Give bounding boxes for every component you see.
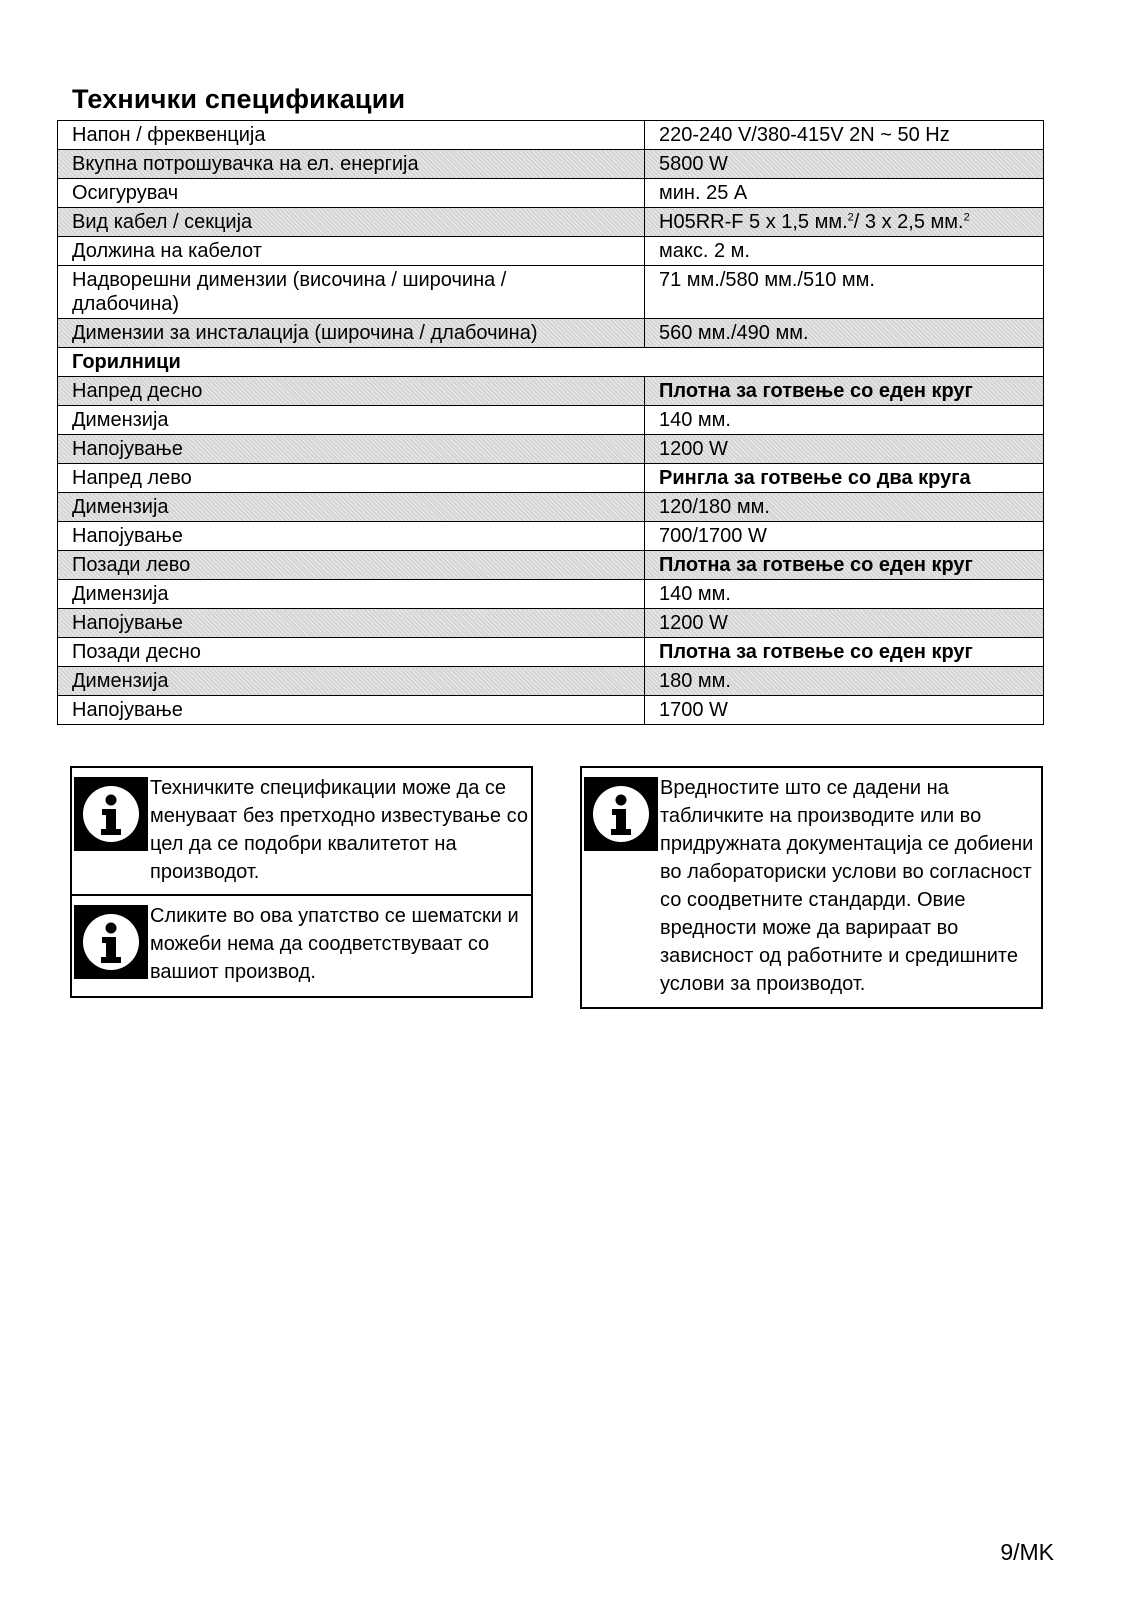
note-line: вашиот производ.	[150, 961, 316, 983]
note-divider	[72, 894, 531, 896]
table-row	[58, 522, 1044, 551]
burner-value: Рингла за готвење со два круга	[645, 464, 1044, 493]
note-line: придружната документација се добиени	[660, 833, 1034, 855]
note-line: менуваат без претходно известување со	[150, 805, 528, 827]
table-row	[58, 551, 1044, 580]
page-number: 9/MK	[1000, 1539, 1054, 1565]
note-line: можеби нема да соодветствуваат со	[150, 933, 490, 955]
note-line: услови за производот.	[660, 973, 866, 995]
note-text	[660, 774, 1040, 998]
table-row	[58, 609, 1044, 638]
cable-spec-part2: / 3 x 2,5 мм.	[853, 211, 964, 233]
burner-label: Напојување	[58, 696, 645, 725]
spec-value: 220-240 V/380-415V 2N ~ 50 Hz	[645, 121, 1044, 150]
burner-value: 1200 W	[645, 435, 1044, 464]
spec-label: Должина на кабелот	[58, 237, 645, 266]
table-row	[58, 667, 1044, 696]
spec-label: Осигурувач	[58, 179, 645, 208]
burner-value: 700/1700 W	[645, 522, 1044, 551]
burner-value: 120/180 мм.	[645, 493, 1044, 522]
info-icon	[74, 905, 148, 979]
note-line: Вредностите што се дадени на	[660, 777, 949, 799]
spec-value: макс. 2 м.	[645, 237, 1044, 266]
burner-label: Напојување	[58, 522, 645, 551]
table-row	[58, 580, 1044, 609]
table-row	[58, 121, 1044, 150]
spec-label: Димензии за инсталација (широчина / длабочина)	[58, 319, 645, 348]
superscript: 2	[963, 211, 970, 224]
spec-value: 560 мм./490 мм.	[645, 319, 1044, 348]
burner-label: Димензија	[58, 580, 645, 609]
table-row	[58, 319, 1044, 348]
burner-value: 140 мм.	[645, 406, 1044, 435]
burner-value: 180 мм.	[645, 667, 1044, 696]
table-row	[58, 150, 1044, 179]
burner-label: Позади лево	[58, 551, 645, 580]
burner-value: 1200 W	[645, 609, 1044, 638]
info-icon	[74, 777, 148, 851]
table-row	[58, 237, 1044, 266]
burner-value: Плотна за готвење со еден круг	[645, 551, 1044, 580]
note-line: Сликите во ова упатство се шематски и	[150, 905, 519, 927]
spec-label: Вид кабел / секција	[58, 208, 645, 237]
note-line: вредности може да варираат во	[660, 917, 959, 939]
note-line: зависност од работните и средишните	[660, 945, 1018, 967]
burners-heading: Горилници	[58, 348, 1044, 377]
table-row	[58, 696, 1044, 725]
burner-label: Напред лево	[58, 464, 645, 493]
spec-label: Напон / фреквенција	[58, 121, 645, 150]
info-note-box	[70, 766, 533, 998]
burner-label: Димензија	[58, 667, 645, 696]
note-text	[150, 902, 530, 986]
spec-value: 5800 W	[645, 150, 1044, 179]
info-icon	[584, 777, 658, 851]
note-line: табличките на производите или во	[660, 805, 982, 827]
cable-spec-part1: H05RR-F 5 x 1,5 мм.	[659, 211, 848, 233]
superscript: 2	[847, 211, 854, 224]
burner-value: 1700 W	[645, 696, 1044, 725]
table-row	[58, 179, 1044, 208]
table-row	[58, 464, 1044, 493]
table-row	[58, 208, 1044, 237]
table-row	[58, 638, 1044, 667]
table-row	[58, 493, 1044, 522]
page-title: Технички спецификации	[72, 84, 406, 114]
spec-value: 71 мм./580 мм./510 мм.	[645, 266, 1044, 319]
spec-label: Надворешни димензии (височина / широчина / длабочина)	[58, 266, 645, 319]
table-row	[58, 406, 1044, 435]
spec-value: мин. 25 A	[645, 179, 1044, 208]
burner-label: Димензија	[58, 406, 645, 435]
table-row	[58, 348, 1044, 377]
burner-label: Напред десно	[58, 377, 645, 406]
burner-label: Димензија	[58, 493, 645, 522]
note-line: производот.	[150, 861, 260, 883]
note-line: со соодветните стандарди. Овие	[660, 889, 966, 911]
note-line: цел да се подобри квалитетот на	[150, 833, 457, 855]
burner-label: Напојување	[58, 435, 645, 464]
burner-label: Напојување	[58, 609, 645, 638]
table-row	[58, 377, 1044, 406]
note-text	[150, 774, 530, 886]
burner-value: Плотна за готвење со еден круг	[645, 377, 1044, 406]
burner-label: Позади десно	[58, 638, 645, 667]
spec-table	[57, 120, 1044, 725]
burner-value: Плотна за готвење со еден круг	[645, 638, 1044, 667]
note-line: во лабораториски услови во согласност	[660, 861, 1032, 883]
table-row	[58, 266, 1044, 319]
table-row	[58, 435, 1044, 464]
spec-label: Вкупна потрошувачка на ел. енергија	[58, 150, 645, 179]
burner-value: 140 мм.	[645, 580, 1044, 609]
spec-value	[645, 208, 1044, 237]
note-line: Техничките спецификации може да се	[150, 777, 507, 799]
info-note-box	[580, 766, 1043, 1009]
